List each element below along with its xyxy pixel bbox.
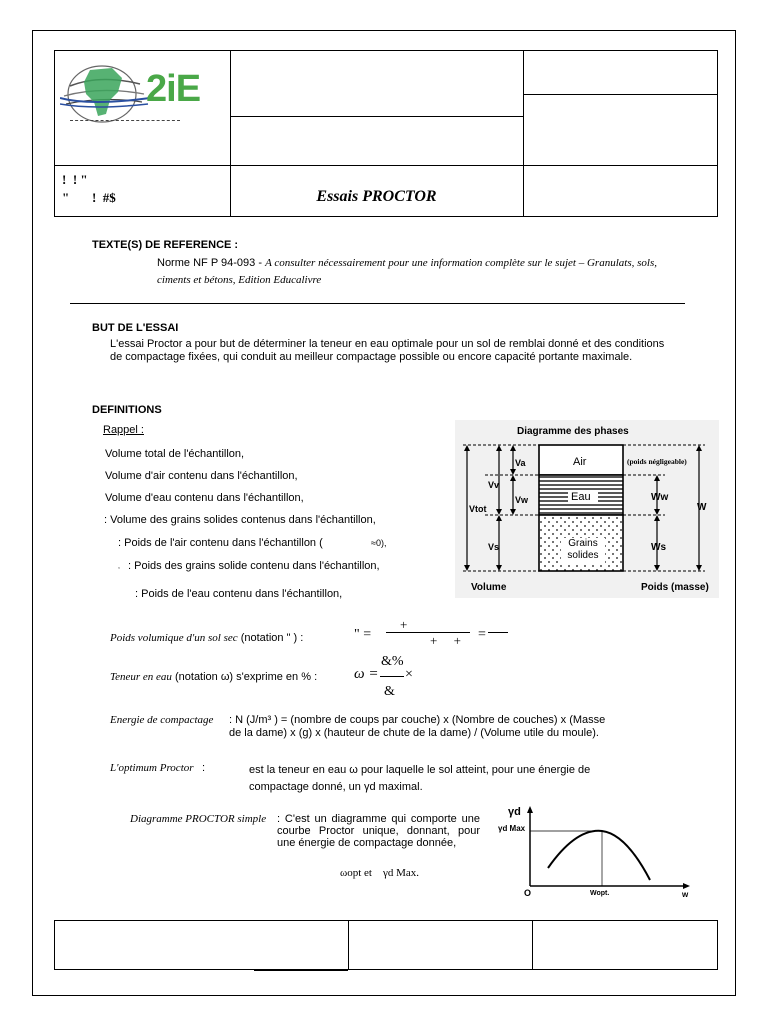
- proctor-y-label: γd: [508, 806, 521, 818]
- header-code-line1: ! ! ": [62, 172, 88, 187]
- phase-volume: Volume: [471, 582, 507, 593]
- tiny-mark: ,: [118, 563, 120, 570]
- page-title: Essais PROCTOR: [316, 188, 437, 205]
- proctor-x-opt: Wopt.: [590, 890, 610, 897]
- optimum-text: est la teneur en eau ω pour laquelle le sol atteint, pour une énergie de compactage donné, un γd maximal.: [249, 764, 591, 793]
- footer-underline: [254, 969, 348, 971]
- phase-vtot: Vtot: [469, 504, 487, 514]
- reference-norm: Norme NF P 94-093 -: [157, 257, 266, 269]
- phase-w: W: [697, 502, 707, 513]
- dry-density-line: [110, 632, 303, 644]
- proctor-chart: [490, 800, 720, 910]
- water-content-line: [110, 671, 317, 683]
- footer-divider: [532, 920, 533, 970]
- fraction-bar: [380, 676, 404, 677]
- water-denominator: &: [384, 684, 395, 699]
- phase-vv: Vv: [488, 480, 500, 490]
- phase-solids: Grains solides: [567, 538, 599, 561]
- dry-density-notation: (notation " ) :: [240, 632, 304, 644]
- phase-vw: Vw: [515, 495, 529, 505]
- optimum-colon: :: [202, 762, 206, 774]
- objective-text: L'essai Proctor a pour but de déterminer la teneur en eau optimale pour un sol de remblai donné et des conditions de compactage fixées, qui conduit au meilleur compactage possible ou encore capacité portante maximale.: [110, 338, 665, 363]
- energy-formula-text: : N (J/m³ ) = (nombre de coups par couche) x (Nombre de couches) x (Masse de la dame) x (g) x (hauteur de chute de la dame) / (Volume utile du moule).: [229, 714, 606, 739]
- list-item: : Poids de l'eau contenu dans l'échantillon,: [135, 588, 343, 600]
- proctor-text: : C'est un diagramme qui comporte une courbe Proctor unique, donnant, pour une énergie de compactage donnée,: [277, 813, 480, 849]
- header-code-line2: " ! #$: [62, 190, 116, 205]
- dry-density-numerator: +: [400, 617, 408, 632]
- fraction-bar: [488, 632, 508, 633]
- water-content-notation: (notation ω) s'exprime en % :: [174, 671, 318, 683]
- phase-diagram-title: Diagramme des phases: [517, 426, 629, 437]
- water-numerator: &%: [381, 654, 404, 669]
- reference-text: [157, 255, 657, 289]
- list-item: : Poids de l'air contenu dans l'échantillon (: [118, 537, 323, 549]
- phase-air: Air: [573, 456, 587, 468]
- water-content-label: Teneur en eau: [110, 671, 172, 683]
- phase-ww: Ww: [651, 492, 669, 503]
- definitions-heading: DEFINITIONS: [92, 404, 162, 416]
- proctor-label: Diagramme PROCTOR simple: [130, 813, 267, 825]
- reference-heading: TEXTE(S) DE REFERENCE :: [92, 239, 239, 251]
- dry-density-equals: =: [478, 627, 486, 642]
- dry-density-denominator: + +: [430, 633, 461, 648]
- water-times: ×: [405, 667, 413, 682]
- africa-globe-icon: [60, 56, 226, 128]
- list-item: Volume d'air contenu dans l'échantillon,: [105, 470, 298, 482]
- water-omega: ω =: [354, 666, 379, 682]
- header-divider: [54, 165, 718, 166]
- phase-vs: Vs: [488, 542, 500, 552]
- reference-italic: A consulter nécessairement pour une information complète sur le sujet – Granulats, sols, ciments et bétons, Edition Educalivre: [157, 257, 657, 286]
- dry-density-label: Poids volumique d'un sol sec: [110, 632, 238, 644]
- phase-weight: Poids (masse): [641, 582, 709, 593]
- header-divider: [523, 50, 524, 217]
- list-item: Volume d'eau contenu dans l'échantillon,: [105, 492, 304, 504]
- energy-text: [229, 714, 616, 740]
- proctor-y-max: γd Max: [498, 824, 526, 833]
- phase-diagram: [455, 420, 719, 598]
- list-item: : Volume des grains solides contenus dans l'échantillon,: [104, 514, 376, 526]
- logo: [60, 56, 226, 162]
- header-divider: [230, 116, 523, 117]
- footer-table: [54, 920, 718, 970]
- footer-divider: [348, 920, 349, 970]
- objective-heading: BUT DE L'ESSAI: [92, 322, 179, 334]
- rappel-label: Rappel :: [103, 424, 144, 436]
- list-item: Volume total de l'échantillon,: [105, 448, 245, 460]
- phase-negligible: (poids négligeable): [627, 457, 687, 466]
- optimum-label: L'optimum Proctor: [110, 762, 194, 774]
- energy-label: Energie de compactage: [110, 714, 214, 726]
- phase-ws: Ws: [651, 542, 666, 553]
- section-separator: [70, 303, 685, 304]
- air-zero-note: ≈0),: [371, 538, 387, 548]
- proctor-x-label: w: [682, 890, 689, 899]
- dry-density-formula: " =: [354, 627, 372, 642]
- proctor-vars: ωopt et γd Max.: [340, 867, 420, 879]
- header-divider: [523, 94, 718, 95]
- phase-water: Eau: [571, 491, 591, 503]
- proctor-origin: O: [524, 888, 532, 898]
- phase-va: Va: [515, 458, 526, 468]
- logo-text: 2iE: [146, 68, 201, 110]
- logo-underline: [70, 120, 180, 121]
- list-item: : Poids des grains solide contenu dans l'échantillon,: [128, 560, 380, 572]
